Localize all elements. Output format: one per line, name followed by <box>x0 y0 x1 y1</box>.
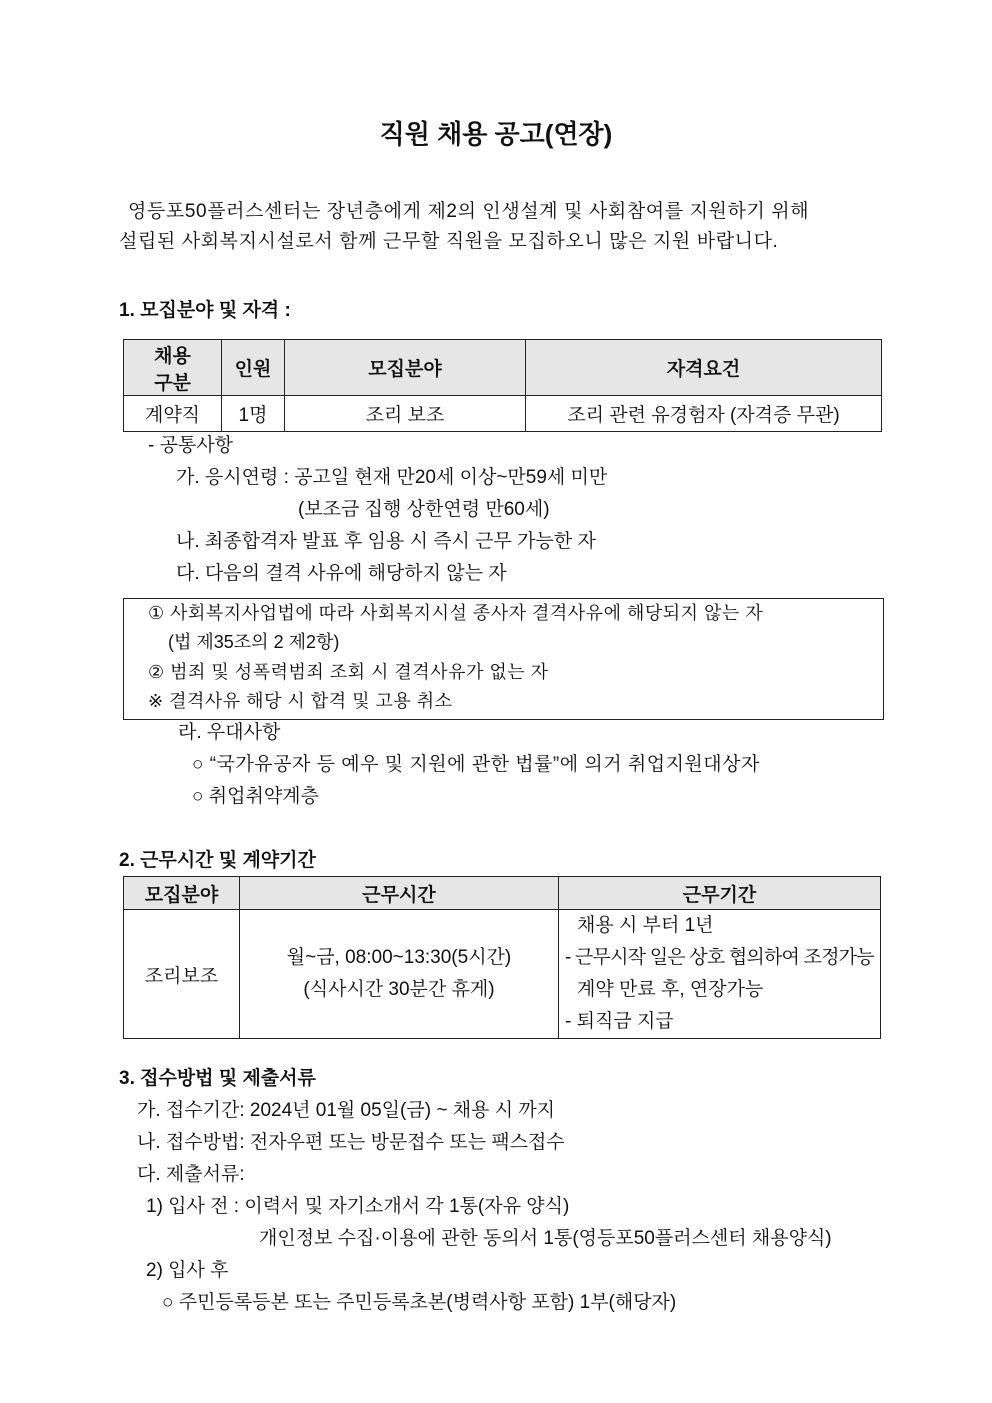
table-cell <box>559 910 881 1039</box>
header-cell: 채용 구분 <box>124 340 222 396</box>
common-label: - 공통사항 <box>148 435 234 456</box>
box-line: (법 제35조의 2 제2항) <box>168 632 340 652</box>
table-cell: 조리 관련 유경험자 (자격증 무관) <box>526 396 882 432</box>
section-heading: 3. 접수방법 및 제출서류 <box>119 1068 316 1089</box>
doc-line: 2) 입사 후 <box>146 1260 229 1281</box>
section-heading: 2. 근무시간 및 계약기간 <box>119 850 316 871</box>
header-cell: 근무기간 <box>559 877 881 910</box>
period-line: 계약 만료 후, 연장가능 <box>577 979 764 1000</box>
intro-line: 영등포50플러스센터는 장년층에게 제2의 인생설계 및 사회참여를 지원하기 위해 <box>128 201 810 222</box>
doc-line: 가. 접수기간: 2024년 01월 05일(금) ~ 채용 시 까지 <box>137 1100 556 1121</box>
table-cell: 조리 보조 <box>285 396 526 432</box>
pref-label: 라. 우대사항 <box>178 722 281 743</box>
table-cell: 계약직 <box>124 396 222 432</box>
box-line: ① 사회복지사업법에 따라 사회복지시설 종사자 결격사유에 해당되지 않는 자 <box>148 603 764 623</box>
box-line: ② 범죄 및 성폭력범죄 조회 시 결격사유가 없는 자 <box>148 662 549 682</box>
work-table <box>123 876 881 1039</box>
hours-line: (식사시간 30분간 휴게) <box>303 979 495 1000</box>
req-age-note: (보조금 집행 상한연령 만60세) <box>298 499 550 520</box>
table-cell: 1명 <box>222 396 285 432</box>
doc-line: ○ 주민등록등본 또는 주민등록초본(병력사항 포함) 1부(해당자) <box>162 1292 677 1313</box>
req-disqual: 다. 다음의 결격 사유에 해당하지 않는 자 <box>176 563 507 584</box>
header-cell: 모집분야 <box>285 340 526 396</box>
table-cell <box>240 910 559 1039</box>
box-line: ※ 결격사유 해당 시 합격 및 고용 취소 <box>148 691 453 711</box>
table-cell: 조리보조 <box>124 910 240 1039</box>
intro-line: 설립된 사회복지시설로서 함께 근무할 직원을 모집하오니 많은 지원 바랍니다. <box>119 231 779 252</box>
header-cell: 인원 <box>222 340 285 396</box>
page-title: 직원 채용 공고(연장) <box>379 119 613 149</box>
doc-line: 다. 제출서류: <box>137 1164 245 1185</box>
section-heading: 1. 모집분야 및 자격 : <box>119 300 291 321</box>
doc-line: 1) 입사 전 : 이력서 및 자기소개서 각 1통(자유 양식) <box>146 1196 570 1217</box>
recruitment-table <box>123 339 882 432</box>
pref-item: ○ “국가유공자 등 예우 및 지원에 관한 법률”에 의거 취업지원대상자 <box>192 754 760 775</box>
doc-line: 나. 접수방법: 전자우편 또는 방문접수 또는 팩스접수 <box>137 1132 565 1153</box>
period-line: - 근무시작 일은 상호 협의하여 조정가능 <box>565 947 874 968</box>
period-line: 채용 시 부터 1년 <box>577 915 714 936</box>
pref-item: ○ 취업취약계층 <box>192 786 319 807</box>
hours-line: 월~금, 08:00~13:30(5시간) <box>286 947 512 968</box>
doc-line: 개인정보 수집·이용에 관한 동의서 1통(영등포50플러스센터 채용양식) <box>259 1228 832 1249</box>
header-cell: 모집분야 <box>124 877 240 910</box>
req-start: 나. 최종합격자 발표 후 임용 시 즉시 근무 가능한 자 <box>176 531 596 552</box>
req-age: 가. 응시연령 : 공고일 현재 만20세 이상~만59세 미만 <box>176 467 608 488</box>
period-line: - 퇴직금 지급 <box>565 1011 674 1032</box>
header-cell: 근무시간 <box>240 877 559 910</box>
header-cell: 자격요건 <box>526 340 882 396</box>
disqualification-box <box>123 598 884 720</box>
